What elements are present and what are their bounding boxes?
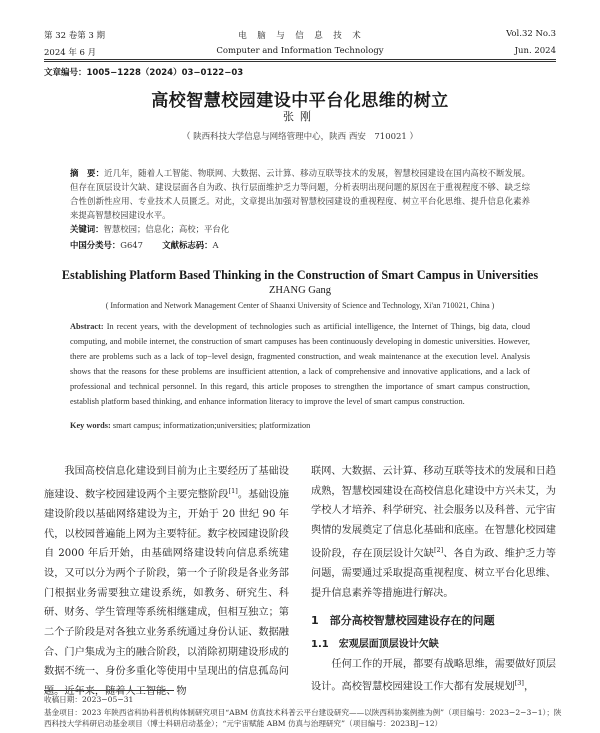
received-date: 收稿日期：2023−05−31 xyxy=(44,695,134,704)
keywords-en xyxy=(70,421,530,430)
subsection-heading: 1.1 宏观层面顶层设计欠缺 xyxy=(311,639,439,651)
classification-line xyxy=(70,239,219,251)
body-text: 、各自为政、维护乏力等问题，需要通过采取提高重视程度、树立平台化思维、提升信息素养等措施进行解决。 xyxy=(311,548,556,599)
footnote-rule xyxy=(44,690,174,691)
keywords-zh-text: 智慧校园；信息化；高校；平台化 xyxy=(103,224,230,234)
abstract-en xyxy=(70,319,530,409)
keywords-en-text: smart campus; informatization;universities; platformization xyxy=(112,421,311,430)
body-text: 我国高校信息化建设到目前为止主要经历了基础设施建设、数字校园建设两个主要完整阶段 xyxy=(44,466,289,501)
affiliation-en: ( Information and Network Management Center of Shaanxi University of Science and Technology, Xi'an 710021, China ) xyxy=(105,301,495,310)
citation: [2] xyxy=(434,545,444,554)
author-zh: 张刚 xyxy=(283,110,317,123)
paper-title-en: Establishing Platform Based Thinking in the Construction of Smart Campus in Universities xyxy=(61,268,539,282)
body-paragraph xyxy=(311,462,556,603)
abstract-zh-label: 摘 要： xyxy=(70,168,105,178)
body-text: 任何工作的开展，都要有战略思维，需要做好顶层设计。高校智慧校园建设工作大都有发展规划 xyxy=(311,658,556,693)
volume-issue-en: Vol.32 No.3 xyxy=(506,29,556,39)
author-en: ZHANG Gang xyxy=(268,285,332,296)
issue-date-zh: 2024 年 6 月 xyxy=(44,48,97,58)
article-number: 文章编号：1005−1228（2024）03−0122−03 xyxy=(44,68,244,78)
abstract-zh xyxy=(70,166,530,222)
keywords-zh-label: 关键词： xyxy=(70,224,104,234)
body-text: ， xyxy=(523,681,535,693)
citation: [1] xyxy=(228,486,238,495)
journal-title-en: Computer and Information Technology xyxy=(216,46,384,56)
doc-code-value: A xyxy=(212,240,219,250)
body-column-right xyxy=(311,462,556,698)
volume-issue: 第 32 卷第 3 期 xyxy=(44,31,106,41)
affiliation-zh: （ 陕西科技大学信息与网络管理中心，陕西 西安 710021 ） xyxy=(181,132,419,142)
abstract-en-text: In recent years, with the development of technologies such as artificial intelligence, the Internet of Things, big data, cloud computing, and mobile internet, the construction of smart campuses has been continuously developing in domestic universities. However, there are problems such as a lack of top−level design, fragmented construction, and weak maintenance at the execution level. Analysis shows that the reasons for these problems are insufficient attention, a lack of comprehensive and innovative applications, and a lack of professional and technical personnel. In this regard, this article proposes to strengthen the importance of smart campus construction, establish platform based thinking, and enhance information literacy to improve the level of smart campus construction. xyxy=(70,322,530,406)
header-rule-2 xyxy=(44,61,556,62)
keywords-en-label: Key words: xyxy=(70,421,111,430)
clc-label: 中国分类号： xyxy=(70,240,121,250)
body-text: 联网、大数据、云计算、移动互联等技术的发展和日趋成熟，智慧校园建设在高校信息化建设中方兴未艾，为学校人才培养、科学研究、社会服务以及科普、元宇宙舆情的发展奠定了信息化基础和底座。在智慧化校园建设阶段，存在顶层设计欠缺 xyxy=(311,466,556,560)
paper-title-zh: 高校智慧校园建设中平台化思维的树立 xyxy=(151,91,449,111)
header-rule xyxy=(44,59,556,60)
body-paragraph xyxy=(311,655,556,698)
clc-value: G647 xyxy=(120,240,143,250)
abstract-en-label: Abstract: xyxy=(70,322,104,331)
body-paragraph xyxy=(44,462,289,702)
body-text: 。基础设施建设阶段以基础网络建设为主，开始于 20 世纪 90 年代，以校园普遍能上网为主要特征。数字校园建设阶段自 2000 年后开始，由基础网络建设转向信息系统建设，又可以分为两个子阶段，第一个子阶段是各业务部门根据业务需要独立建设系统，如教务、研究生、科研、财务、学生管理等系统相继建成，但相互独立；第二个子阶段是对各独立业务系统通过身份认证、数据融合、门户集成为主的融合阶段，以消除初期建设形成的数据不统一、身份多重化等使用中呈现出的信息孤岛问题。近年来，随着人工智能、物 xyxy=(44,489,290,698)
doc-code-label: 文献标志码： xyxy=(162,240,213,250)
issue-date-en: Jun. 2024 xyxy=(514,46,556,56)
keywords-zh xyxy=(70,223,229,235)
fund-note: 基金项目：2023 年陕西省科协科普机构体制研究项目“ABM 仿真技术科普云平台建设研究——以陕西科协案例推为例”（项目编号：2023−2−3−1）；陕西科技大学科研启动基金项目（博士科研启动基金）；“元宇宙赋能 ABM 仿真与治理研究”（项目编号：2023BJ−12） xyxy=(44,708,562,728)
citation: [3] xyxy=(514,679,524,688)
body-column-left xyxy=(44,462,289,702)
section-heading: 1 部分高校智慧校园建设存在的问题 xyxy=(311,614,495,628)
journal-title-zh: 电 脑 与 信 息 技 术 xyxy=(238,31,362,41)
abstract-zh-text: 近几年，随着人工智能、物联网、大数据、云计算、移动互联等技术的发展，智慧校园建设在国内高校不断发展。但存在顶层设计欠缺、建设层面各自为政、执行层面维护乏力等问题，分析表明出现问题的原因在于重视程度不够、缺乏综合性创新性应用、专业技术人员匮乏。对此，文章提出加强对智慧校园建设的重视程度、树立平台化思维、提升信息化素养来提高智慧校园建设水平。 xyxy=(70,168,531,220)
